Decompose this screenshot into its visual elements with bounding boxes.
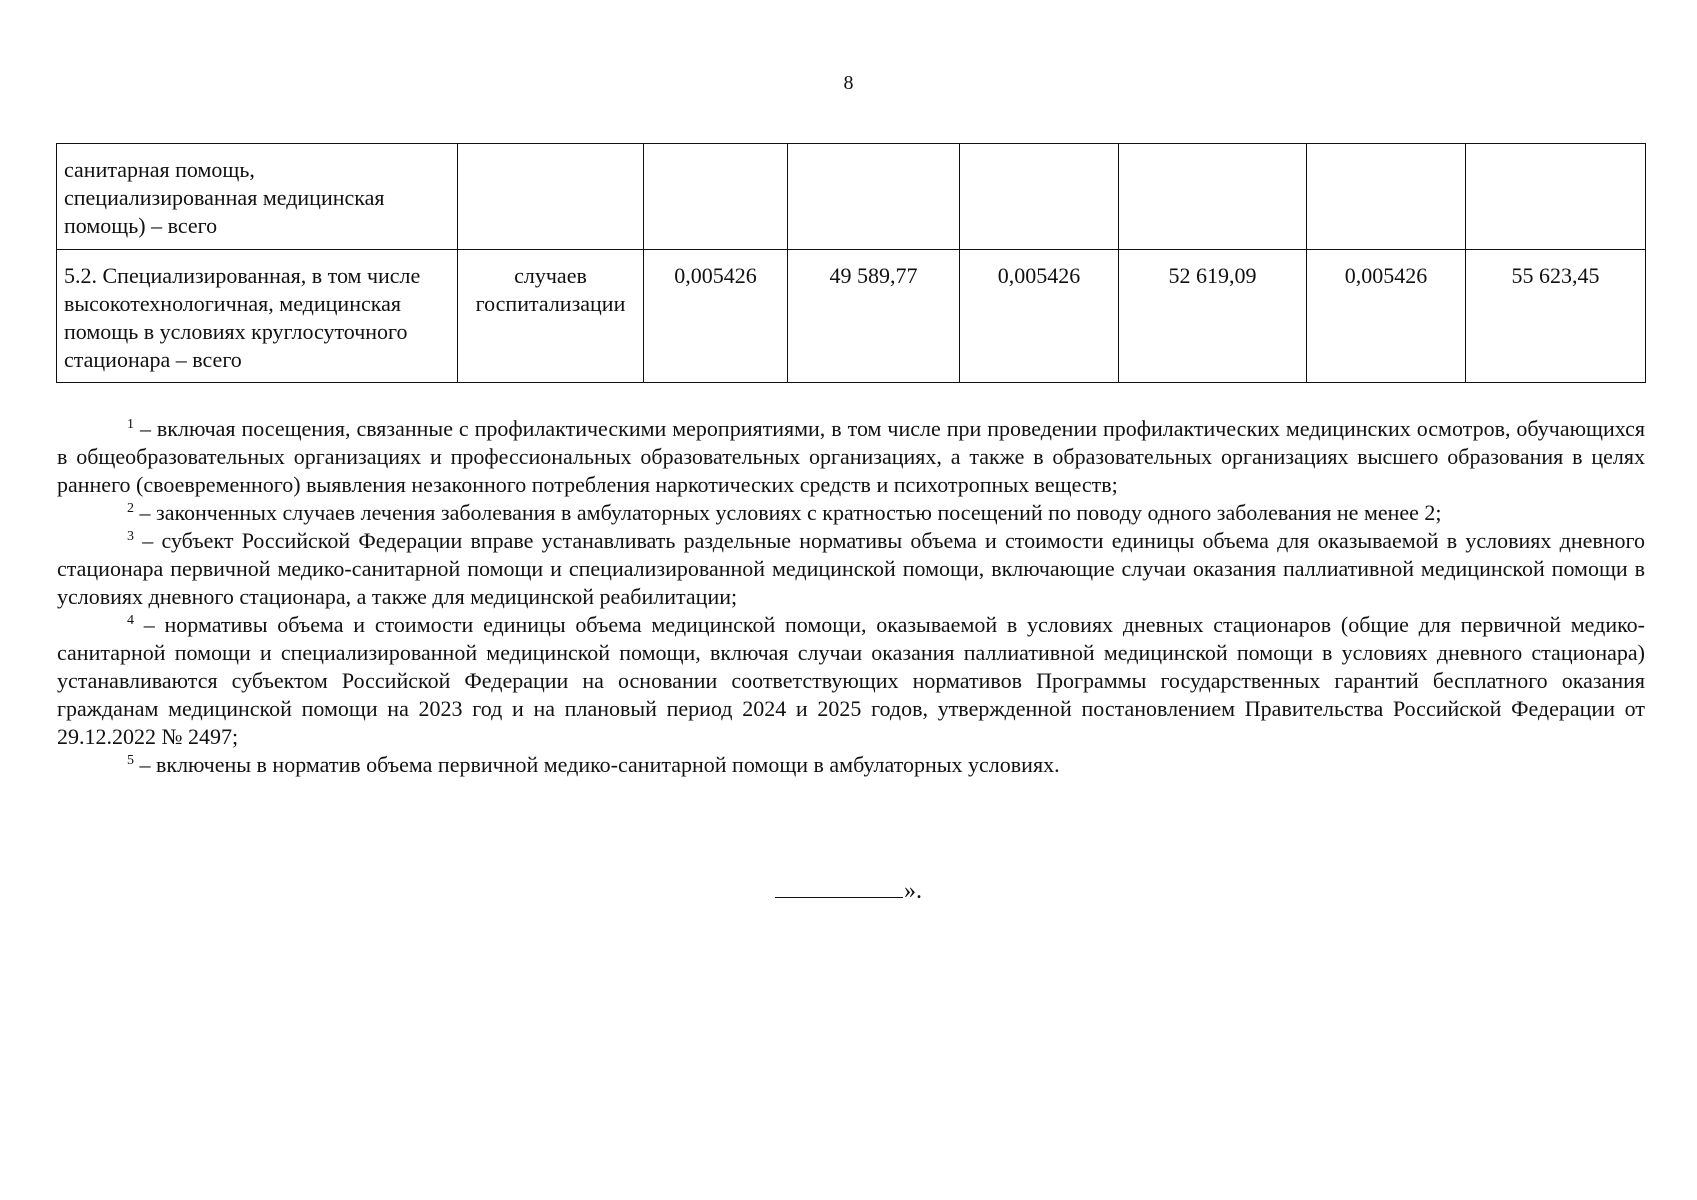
row-name-cell: 5.2. Специализированная, в том числе высокотехнологичная, медицинская помощь в условиях круглосуточного стационара – всего	[57, 250, 458, 383]
row-unit-cell: случаев госпитализации	[458, 250, 644, 383]
value-cell: 0,005426	[644, 250, 788, 383]
footnote-mark: 1	[127, 417, 134, 432]
footnote-5	[57, 751, 1645, 779]
footnote-mark: 5	[127, 753, 134, 768]
footnote-text: – нормативы объема и стоимости единицы объема медицинской помощи, оказываемой в условиях дневных стационаров (общие для первичной медико-санитарной помощи и специализированной медицинской помощи, включая случаи оказания паллиативной медицинской помощи в условиях дневного стационара) устанавливаются субъектом Российской Федерации на основании соответствующих нормативов Программы государственных гарантий бесплатного оказания гражданам медицинской помощи на 2023 год и на плановый период 2024 и 2025 годов, утвержденной постановлением Правительства Российской Федерации от 29.12.2022 № 2497;	[57, 612, 1645, 749]
table-row	[57, 144, 1646, 250]
closing-quote: ».	[904, 878, 922, 904]
footnote-text: – субъект Российской Федерации вправе устанавливать раздельные нормативы объема и стоимости единицы объема для оказываемой в условиях дневного стационара первичной медико-санитарной помощи и специализированной медицинской помощи, включающие случаи оказания паллиативной медицинской помощи в условиях дневного стационара, а также для медицинской реабилитации;	[57, 528, 1645, 609]
footnote-text: – законченных случаев лечения заболевания в амбулаторных условиях с кратностью посещений по поводу одного заболевания не менее 2;	[134, 500, 1442, 525]
value-cell	[644, 144, 788, 250]
value-cell: 52 619,09	[1119, 250, 1307, 383]
value-cell: 55 623,45	[1466, 250, 1646, 383]
value-cell: 0,005426	[1307, 250, 1466, 383]
row-unit-cell	[458, 144, 644, 250]
footnote-mark: 3	[127, 529, 134, 544]
row-name-cell: санитарная помощь, специализированная медицинская помощь) – всего	[57, 144, 458, 250]
footnote-text: – включая посещения, связанные с профилактическими мероприятиями, в том числе при проведении профилактических медицинских осмотров, обучающихся в общеобразовательных организациях и профессиональных образовательных организациях, а также в образовательных организациях высшего образования в целях раннего (своевременного) выявления незаконного потребления наркотических средств и психотропных веществ;	[57, 416, 1645, 497]
value-cell	[1466, 144, 1646, 250]
footnote-mark: 2	[127, 501, 134, 516]
footnote-2	[57, 499, 1645, 527]
value-cell	[788, 144, 960, 250]
footnote-mark: 4	[127, 613, 134, 628]
footnote-text: – включены в норматив объема первичной медико-санитарной помощи в амбулаторных условиях.	[134, 752, 1060, 777]
value-cell: 0,005426	[960, 250, 1119, 383]
footnote-3	[57, 527, 1645, 611]
footnotes	[57, 415, 1645, 779]
blank-underline	[775, 875, 903, 898]
value-cell	[1307, 144, 1466, 250]
value-cell	[1119, 144, 1307, 250]
footnote-1	[57, 415, 1645, 499]
value-cell	[960, 144, 1119, 250]
norms-table	[56, 143, 1646, 383]
table-row	[57, 250, 1646, 383]
footnote-4	[57, 611, 1645, 751]
closing-mark	[0, 875, 1697, 905]
value-cell: 49 589,77	[788, 250, 960, 383]
page-number: 8	[843, 72, 854, 94]
